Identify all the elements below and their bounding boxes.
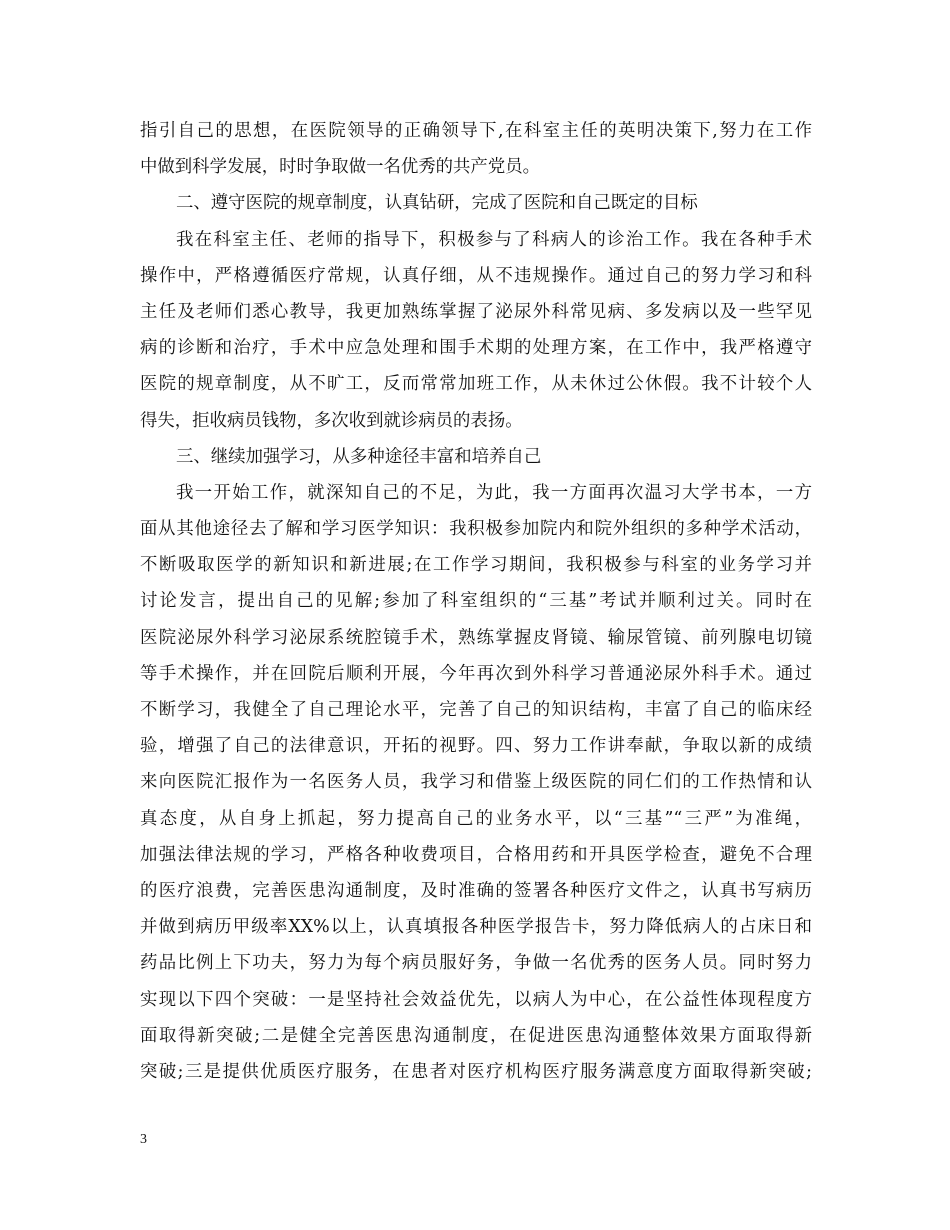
text-line: 来向医院汇报作为一名医务人员，我学习和借鉴上级医院的同仁们的工作热情和认 <box>140 772 812 793</box>
text-line: 药品比例上下功夫，努力为每个病员服好务，争做一名优秀的医务人员。同时努力 <box>140 953 812 974</box>
text-line: 中做到科学发展，时时争取做一名优秀的共产党员。 <box>140 157 540 178</box>
text-line: 医院泌尿外科学习泌尿系统腔镜手术，熟练掌握皮肾镜、输尿管镜、前列腺电切镜 <box>140 627 812 648</box>
text-line: 病的诊断和治疗，手术中应急处理和围手术期的处理方案，在工作中，我严格遵守 <box>140 338 812 359</box>
text-line: 不断学习，我健全了自己理论水平，完善了自己的知识结构，丰富了自己的临床经 <box>140 700 812 720</box>
text-line: 我一开始工作，就深知自己的不足，为此，我一方面再次温习大学书本，一方 <box>176 482 812 503</box>
section-heading: 二、遵守医院的规章制度，认真钻研，完成了医院和自己既定的目标 <box>176 193 698 214</box>
page-number: 3 <box>140 1132 147 1147</box>
text-line: 得失，拒收病员钱物，多次收到就诊病员的表扬。 <box>140 410 523 431</box>
section-heading: 三、继续加强学习，从多种途径丰富和培养自己 <box>176 446 542 467</box>
text-line: 指引自己的思想，在医院领导的正确领导下,在科室主任的英明决策下,努力在工作 <box>140 121 812 141</box>
text-line: 我在科室主任、老师的指导下，积极参与了科病人的诊治工作。我在各种手术 <box>176 229 812 250</box>
text-line: 验，增强了自己的法律意识，开拓的视野。四、努力工作讲奉献，争取以新的成绩 <box>140 736 812 757</box>
text-line: 加强法律法规的学习，严格各种收费项目，合格用药和开具医学检查，避免不合理 <box>140 844 812 865</box>
body-text <box>140 113 812 1090</box>
text-line: 实现以下四个突破：一是坚持社会效益优先，以病人为中心，在公益性体现程度方 <box>140 989 812 1010</box>
text-line: 的医疗浪费，完善医患沟通制度，及时准确的签署各种医疗文件之，认真书写病历 <box>140 880 812 901</box>
text-line: 主任及老师们悉心教导，我更加熟练掌握了泌尿外科常见病、多发病以及一些罕见 <box>140 301 812 322</box>
text-line: 医院的规章制度，从不旷工，反而常常加班工作，从未休过公休假。我不计较个人 <box>140 374 812 395</box>
text-line: 面从其他途径去了解和学习医学知识：我积极参加院内和院外组织的多种学术活动， <box>140 519 812 540</box>
text-line: 等手术操作，并在回院后顺利开展，今年再次到外科学习普通泌尿外科手术。通过 <box>140 663 812 684</box>
text-line: 讨论发言，提出自己的见解;参加了科室组织的“三基”考试并顺利过关。同时在 <box>140 591 812 612</box>
text-line: 面取得新突破;二是健全完善医患沟通制度，在促进医患沟通整体效果方面取得新 <box>140 1025 812 1046</box>
text-line: 操作中，严格遵循医疗常规，认真仔细，从不违规操作。通过自己的努力学习和科 <box>140 265 812 286</box>
text-line: 突破;三是提供优质医疗服务，在患者对医疗机构医疗服务满意度方面取得新突破; <box>140 1061 812 1082</box>
text-line: 真态度，从自身上抓起，努力提高自己的业务水平，以“三基”“三严”为准绳， <box>140 808 812 829</box>
text-line: 不断吸取医学的新知识和新进展;在工作学习期间，我积极参与科室的业务学习并 <box>140 555 812 576</box>
text-line: 并做到病历甲级率XX%以上，认真填报各种医学报告卡，努力降低病人的占床日和 <box>140 917 812 938</box>
